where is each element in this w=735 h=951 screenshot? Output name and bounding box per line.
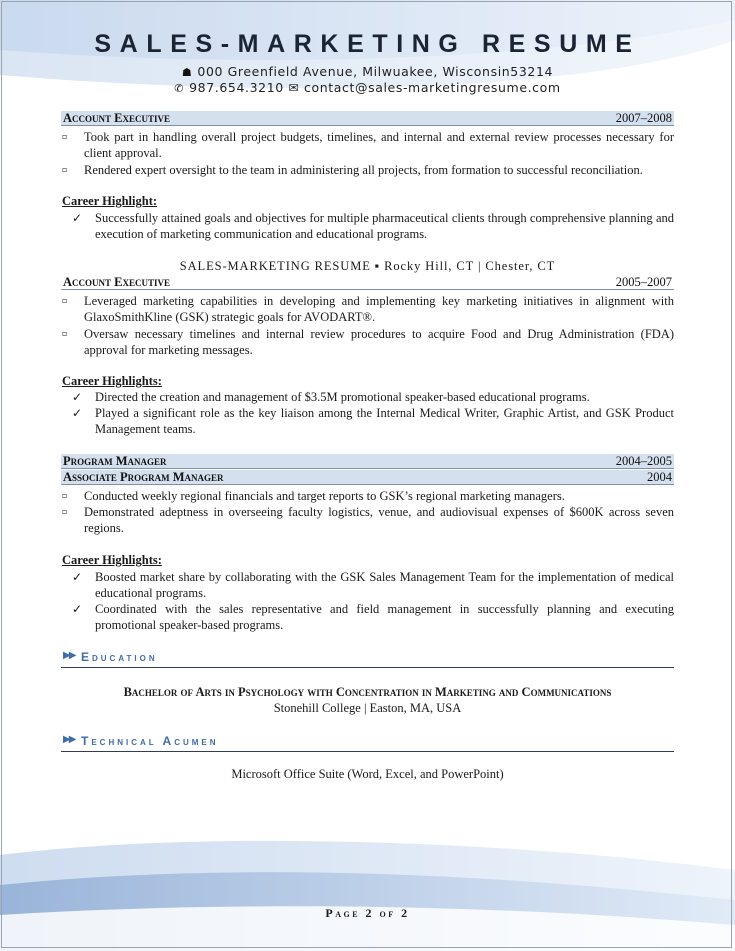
section-subheader: SALES-MARKETING RESUME ▪ Rocky Hill, CT | Chester, CT <box>179 259 556 273</box>
address-line <box>0 64 735 79</box>
double-arrow-icon: ▶▶ <box>63 734 75 745</box>
job-2-header <box>61 275 674 290</box>
job-dates: 2004 <box>647 470 672 484</box>
highlight-item: ✓ Successfully attained goals and objectives for multiple pharmaceutical clients through comprehensive planning and execution of marketing communication and educational programs. <box>72 211 674 241</box>
career-highlight-heading: Career Highlights: <box>62 374 162 388</box>
bullet-item: ▫ Conducted weekly regional financials and target reports to GSK’s regional marketing managers. <box>62 489 565 503</box>
check-icon: ✓ <box>72 570 83 584</box>
bullet-item: ▫ Leveraged marketing capabilities in developing and implementing key marketing initiatives in alignment with GlaxoSmithKline (GSK) strategic goals for AVODART®. <box>62 294 674 324</box>
page-number: Page 2 of 2 <box>325 906 410 920</box>
job-1-header <box>61 111 674 126</box>
job-dates: 2004–2005 <box>615 454 672 468</box>
highlight-item: ✓ Directed the creation and management of $3.5M promotional speaker-based educational programs. <box>72 390 590 404</box>
job-dates: 2007–2008 <box>615 111 672 125</box>
career-highlight-heading: Career Highlight: <box>62 194 158 208</box>
career-highlight-heading: Career Highlights: <box>62 553 162 567</box>
education-heading: ▶▶ Education <box>61 650 674 668</box>
double-arrow-icon: ▶▶ <box>63 650 75 661</box>
school: Stonehill College | Easton, MA, USA <box>273 701 462 715</box>
job-3-subheader <box>61 470 674 485</box>
job-title: Program Manager <box>63 454 167 468</box>
phone-icon: ✆ <box>174 82 185 95</box>
bullet-item: ▫ Oversaw necessary timelines and internal review procedures to acquire Food and Drug Administration (FDA) approval for marketing messages. <box>62 327 674 357</box>
job-title: Account Executive <box>63 275 171 289</box>
check-icon: ✓ <box>72 406 83 420</box>
resume-title: SALES-MARKETING RESUME <box>94 30 641 58</box>
technical-skills: Microsoft Office Suite (Word, Excel, and PowerPoint) <box>231 767 504 781</box>
job-title: Associate Program Manager <box>63 470 224 484</box>
job-3-header <box>61 454 674 469</box>
degree: Bachelor of Arts in Psychology with Concentration in Marketing and Communications <box>123 685 612 699</box>
contact-text: 987.654.3210 ✉ contact@sales-marketingresume.com <box>189 80 561 95</box>
check-icon: ✓ <box>72 390 83 404</box>
address-text: 000 Greenfield Avenue, Milwuakee, Wisconsin53214 <box>197 64 554 79</box>
bullet-item: ▫ Took part in handling overall project budgets, timelines, and internal and external review processes necessary for client approval. <box>62 130 674 160</box>
check-icon: ✓ <box>72 211 83 225</box>
bullet-item: ▫ Rendered expert oversight to the team in administering all projects, from formation to successful reconciliation. <box>62 163 643 177</box>
job-dates: 2005–2007 <box>615 275 672 289</box>
home-icon: ☗ <box>181 66 193 79</box>
job-title: Account Executive <box>63 111 171 125</box>
highlight-item: ✓ Boosted market share by collaborating with the GSK Sales Management Team for the implementation of medical educational programs. <box>72 570 674 600</box>
highlight-item: ✓ Coordinated with the sales representative and field management in successfully planning and executing promotional speaker-based programs. <box>72 602 674 632</box>
contact-line <box>0 80 735 95</box>
check-icon: ✓ <box>72 602 83 616</box>
highlight-item: ✓ Played a significant role as the key liaison among the Internal Medical Writer, Graphic Artist, and GSK Product Management teams. <box>72 406 674 436</box>
technical-heading: ▶▶ Technical Acumen <box>61 734 674 752</box>
bullet-item: ▫ Demonstrated adeptness in overseeing faculty logistics, venue, and audiovisual expenses of $600K across seven regions. <box>62 505 674 535</box>
